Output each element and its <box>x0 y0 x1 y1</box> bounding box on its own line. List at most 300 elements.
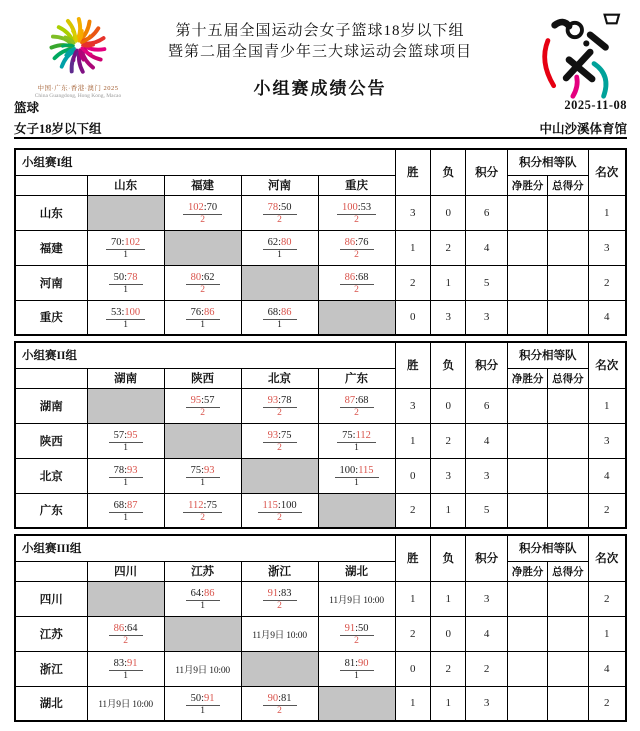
points-earned: 2 <box>277 601 282 611</box>
header <box>0 0 640 148</box>
score-left: 93 <box>267 429 279 441</box>
table-row <box>15 423 626 458</box>
table-row <box>15 388 626 423</box>
team-col-header: 北京 <box>241 368 318 388</box>
score-fraction <box>340 233 374 261</box>
points-earned: 1 <box>354 443 359 453</box>
score-left: 91 <box>344 622 356 634</box>
score-colon: : <box>121 236 125 248</box>
point-diff-value <box>507 581 547 616</box>
rank-value: 3 <box>588 423 626 458</box>
score-right: 112 <box>355 429 371 441</box>
loss-count: 0 <box>430 616 465 651</box>
basketball-player-icon <box>532 6 632 102</box>
score-fraction <box>109 619 143 647</box>
pinwheel-logo-icon <box>34 8 122 80</box>
points-earned: 2 <box>277 408 282 418</box>
match-schedule-cell: 11月9日 10:00 <box>241 616 318 651</box>
score-right: 91 <box>204 692 215 704</box>
score-line <box>263 237 297 250</box>
total-points-value <box>548 458 588 493</box>
score-left: 93 <box>267 394 279 406</box>
score-line <box>186 588 220 601</box>
score-cell <box>164 458 241 493</box>
score-right: 102 <box>124 236 141 248</box>
loss-count: 3 <box>430 458 465 493</box>
table-row <box>15 616 626 651</box>
group-label: 小组赛I组 <box>15 149 395 175</box>
points-total: 3 <box>466 686 508 721</box>
group-table <box>14 534 627 722</box>
point-diff-value <box>507 458 547 493</box>
rank-value: 1 <box>588 388 626 423</box>
sport-pictogram <box>532 6 632 102</box>
groups-container <box>14 148 627 722</box>
score-line <box>258 500 302 513</box>
point-diff-value <box>507 230 547 265</box>
match-schedule-cell: 11月9日 10:00 <box>87 686 164 721</box>
score-line <box>109 500 143 513</box>
win-count: 0 <box>395 651 430 686</box>
loss-count: 1 <box>430 686 465 721</box>
score-colon: : <box>277 499 281 511</box>
score-cell <box>318 458 395 493</box>
score-colon: : <box>278 306 282 318</box>
loss-count: 0 <box>430 195 465 230</box>
score-line <box>186 693 220 706</box>
score-fraction <box>109 268 143 296</box>
score-cell <box>87 651 164 686</box>
win-count: 3 <box>395 388 430 423</box>
score-right: 91 <box>127 657 138 669</box>
points-total: 3 <box>466 300 508 335</box>
team-row-header: 福建 <box>15 230 87 265</box>
score-colon: : <box>355 464 359 476</box>
score-right: 76 <box>358 236 369 248</box>
win-count: 3 <box>395 195 430 230</box>
loss-count: 2 <box>430 230 465 265</box>
self-cell <box>241 458 318 493</box>
loss-header: 负 <box>430 342 465 388</box>
total-points-value <box>548 651 588 686</box>
score-left: 78 <box>267 201 279 213</box>
team-col-header: 江苏 <box>164 561 241 581</box>
total-points-value <box>548 265 588 300</box>
score-right: 87 <box>127 499 138 511</box>
point-diff-header: 净胜分 <box>507 561 547 581</box>
header-divider <box>14 137 627 139</box>
self-cell <box>164 616 241 651</box>
score-fraction <box>186 268 220 296</box>
header-row <box>15 535 626 561</box>
win-count: 2 <box>395 265 430 300</box>
score-right: 68 <box>358 394 369 406</box>
points-total: 5 <box>466 493 508 528</box>
self-cell <box>87 388 164 423</box>
loss-count: 3 <box>430 300 465 335</box>
score-colon: : <box>201 394 205 406</box>
table-row <box>15 458 626 493</box>
score-colon: : <box>355 394 358 406</box>
subheader-row <box>15 175 626 195</box>
loss-count: 1 <box>430 581 465 616</box>
win-count: 2 <box>395 616 430 651</box>
team-col-header: 重庆 <box>318 175 395 195</box>
score-fraction <box>340 268 374 296</box>
score-cell <box>87 458 164 493</box>
points-earned: 2 <box>277 705 282 716</box>
match-schedule-cell: 11月9日 10:00 <box>318 581 395 616</box>
total-points-value <box>548 195 588 230</box>
score-left: 95 <box>190 394 202 406</box>
points-earned: 2 <box>354 285 359 295</box>
team-row-header: 浙江 <box>15 651 87 686</box>
score-line <box>340 658 374 671</box>
score-left: 86 <box>344 271 356 283</box>
score-fraction <box>183 496 222 524</box>
point-diff-value <box>507 195 547 230</box>
points-earned: 2 <box>200 285 205 295</box>
score-cell <box>241 300 318 335</box>
points-total: 6 <box>466 388 508 423</box>
points-earned: 2 <box>354 408 359 418</box>
score-line <box>337 202 376 215</box>
team-col-header: 四川 <box>87 561 164 581</box>
category-label: 女子18岁以下组 <box>14 122 102 136</box>
score-cell <box>241 423 318 458</box>
score-fraction <box>263 303 297 331</box>
team-row-header: 湖北 <box>15 686 87 721</box>
rank-header: 名次 <box>588 535 626 581</box>
point-diff-value <box>507 493 547 528</box>
score-right: 75 <box>206 499 217 511</box>
points-earned: 1 <box>123 671 128 681</box>
tiebreak-header: 积分相等队 <box>507 342 588 368</box>
score-line <box>263 430 297 443</box>
score-fraction <box>109 654 143 682</box>
venue-label: 中山沙溪体育馆 <box>539 122 627 136</box>
rank-header: 名次 <box>588 342 626 388</box>
score-right: 68 <box>358 271 369 283</box>
score-left: 50 <box>190 692 202 704</box>
score-left: 91 <box>267 587 279 599</box>
score-left: 112 <box>188 499 204 511</box>
total-points-value <box>548 493 588 528</box>
score-colon: : <box>124 271 128 283</box>
score-cell <box>164 388 241 423</box>
score-fraction <box>263 584 297 612</box>
score-line <box>337 430 376 443</box>
score-left: 87 <box>344 394 356 406</box>
score-line <box>340 395 374 408</box>
win-count: 0 <box>395 300 430 335</box>
score-colon: : <box>278 587 282 599</box>
score-fraction <box>340 654 374 682</box>
points-earned: 2 <box>354 215 359 225</box>
score-left: 102 <box>187 201 204 213</box>
total-points-value <box>548 581 588 616</box>
point-diff-value <box>507 423 547 458</box>
score-left: 100 <box>341 201 358 213</box>
score-line <box>186 307 220 320</box>
total-points-header: 总得分 <box>548 175 588 195</box>
rank-value: 1 <box>588 616 626 651</box>
score-right: 50 <box>281 201 292 213</box>
table-row <box>15 651 626 686</box>
loss-count: 1 <box>430 493 465 528</box>
score-cell <box>164 493 241 528</box>
score-line <box>340 237 374 250</box>
table-row <box>15 265 626 300</box>
score-left: 76 <box>190 306 202 318</box>
score-colon: : <box>203 201 207 213</box>
score-fraction <box>263 391 297 419</box>
rank-value: 2 <box>588 265 626 300</box>
score-cell <box>318 423 395 458</box>
score-right: 53 <box>360 201 372 213</box>
score-cell <box>87 616 164 651</box>
score-cell <box>318 265 395 300</box>
score-line <box>106 307 145 320</box>
team-col-header: 河南 <box>241 175 318 195</box>
date-label: 2025-11-08 <box>564 98 627 112</box>
score-fraction <box>335 461 379 489</box>
point-diff-header: 净胜分 <box>507 368 547 388</box>
corner-cell <box>15 175 87 195</box>
score-left: 86 <box>113 622 125 634</box>
score-left: 90 <box>267 692 279 704</box>
total-points-value <box>548 423 588 458</box>
score-colon: : <box>278 394 282 406</box>
logo-caption-en: China Guangdong, Hong Kong, Macao <box>34 92 122 99</box>
score-colon: : <box>201 587 205 599</box>
points-earned: 2 <box>200 408 205 418</box>
points-earned: 1 <box>123 285 128 295</box>
score-right: 115 <box>358 464 374 476</box>
points-earned: 1 <box>123 319 128 330</box>
score-cell <box>318 230 395 265</box>
score-fraction <box>263 689 297 717</box>
group-table <box>14 341 627 529</box>
points-earned: 1 <box>123 443 128 453</box>
score-right: 93 <box>127 464 138 476</box>
sport-label: 篮球 <box>14 101 40 115</box>
score-left: 115 <box>262 499 278 511</box>
score-line <box>263 588 297 601</box>
score-right: 86 <box>204 306 215 318</box>
points-total: 6 <box>466 195 508 230</box>
loss-count: 2 <box>430 651 465 686</box>
score-cell <box>87 265 164 300</box>
points-earned: 1 <box>123 512 128 523</box>
score-cell <box>241 388 318 423</box>
score-line <box>186 465 220 478</box>
score-right: 100 <box>280 499 297 511</box>
score-left: 70 <box>111 236 122 248</box>
points-total: 5 <box>466 265 508 300</box>
score-line <box>263 202 297 215</box>
score-cell <box>241 581 318 616</box>
header-row <box>15 149 626 175</box>
self-cell <box>241 265 318 300</box>
self-cell <box>318 686 395 721</box>
score-colon: : <box>201 306 205 318</box>
score-colon: : <box>201 464 205 476</box>
team-col-header: 湖南 <box>87 368 164 388</box>
rank-value: 4 <box>588 458 626 493</box>
score-cell <box>164 686 241 721</box>
score-colon: : <box>352 429 356 441</box>
score-line <box>109 430 143 443</box>
points-total: 4 <box>466 616 508 651</box>
score-right: 81 <box>281 692 292 704</box>
score-line <box>106 237 145 250</box>
score-fraction <box>109 496 143 524</box>
score-colon: : <box>357 201 361 213</box>
tiebreak-header: 积分相等队 <box>507 535 588 561</box>
team-row-header: 陕西 <box>15 423 87 458</box>
score-line <box>263 395 297 408</box>
score-cell <box>241 493 318 528</box>
score-left: 75 <box>190 464 202 476</box>
score-cell <box>241 195 318 230</box>
win-count: 1 <box>395 581 430 616</box>
total-points-header: 总得分 <box>548 561 588 581</box>
point-diff-value <box>507 300 547 335</box>
point-diff-value <box>507 616 547 651</box>
score-line <box>109 658 143 671</box>
table-row <box>15 195 626 230</box>
score-colon: : <box>124 429 128 441</box>
score-line <box>340 623 374 636</box>
score-right: 70 <box>206 201 218 213</box>
points-earned: 1 <box>277 319 282 330</box>
score-fraction <box>263 233 297 261</box>
rank-value: 2 <box>588 686 626 721</box>
score-colon: : <box>278 236 282 248</box>
score-fraction <box>109 461 143 489</box>
score-colon: : <box>121 306 125 318</box>
table-row <box>15 300 626 335</box>
score-left: 62 <box>267 236 279 248</box>
score-fraction <box>337 426 376 454</box>
score-colon: : <box>203 499 207 511</box>
rank-value: 2 <box>588 581 626 616</box>
score-fraction <box>263 426 297 454</box>
score-line <box>335 465 379 478</box>
score-right: 50 <box>358 622 369 634</box>
self-cell <box>241 651 318 686</box>
score-cell <box>164 581 241 616</box>
score-line <box>186 395 220 408</box>
win-count: 1 <box>395 423 430 458</box>
score-right: 80 <box>281 236 292 248</box>
point-diff-value <box>507 265 547 300</box>
score-fraction <box>340 619 374 647</box>
subtitle: 小组赛成绩公告 <box>253 79 387 98</box>
score-cell <box>87 493 164 528</box>
win-count: 2 <box>395 493 430 528</box>
win-count: 1 <box>395 230 430 265</box>
team-row-header: 四川 <box>15 581 87 616</box>
subheader-row <box>15 368 626 388</box>
team-row-header: 湖南 <box>15 388 87 423</box>
score-fraction <box>186 391 220 419</box>
header-row <box>15 342 626 368</box>
table-row <box>15 686 626 721</box>
score-left: 80 <box>190 271 202 283</box>
score-colon: : <box>124 657 128 669</box>
score-fraction <box>337 198 376 226</box>
logo-caption-cn: 中国·广东·香港·澳门 2025 <box>37 85 119 92</box>
match-schedule-cell: 11月9日 10:00 <box>164 651 241 686</box>
self-cell <box>318 300 395 335</box>
total-points-value <box>548 230 588 265</box>
score-right: 83 <box>281 587 292 599</box>
score-colon: : <box>124 622 128 634</box>
points-total: 4 <box>466 230 508 265</box>
team-col-header: 山东 <box>87 175 164 195</box>
score-cell <box>87 300 164 335</box>
score-fraction <box>258 496 302 524</box>
tiebreak-header: 积分相等队 <box>507 149 588 175</box>
score-right: 95 <box>127 429 138 441</box>
total-points-header: 总得分 <box>548 368 588 388</box>
point-diff-header: 净胜分 <box>507 175 547 195</box>
self-cell <box>87 581 164 616</box>
team-col-header: 广东 <box>318 368 395 388</box>
loss-count: 0 <box>430 388 465 423</box>
score-colon: : <box>355 271 358 283</box>
self-cell <box>164 423 241 458</box>
corner-cell <box>15 368 87 388</box>
win-header: 胜 <box>395 535 430 581</box>
loss-header: 负 <box>430 535 465 581</box>
score-right: 62 <box>204 271 215 283</box>
score-right: 75 <box>281 429 292 441</box>
score-fraction <box>106 233 145 261</box>
point-diff-value <box>507 686 547 721</box>
points-earned: 2 <box>277 512 282 523</box>
points-total: 3 <box>466 581 508 616</box>
points-earned: 1 <box>200 319 205 330</box>
score-line <box>109 465 143 478</box>
score-line <box>263 307 297 320</box>
rank-value: 1 <box>588 195 626 230</box>
score-cell <box>164 300 241 335</box>
score-colon: : <box>201 692 205 704</box>
total-points-value <box>548 616 588 651</box>
score-right: 78 <box>127 271 138 283</box>
points-earned: 2 <box>200 215 205 225</box>
group-table <box>14 148 627 336</box>
score-fraction <box>186 303 220 331</box>
score-right: 78 <box>281 394 292 406</box>
score-colon: : <box>355 236 358 248</box>
score-left: 100 <box>339 464 356 476</box>
points-earned: 1 <box>354 478 359 488</box>
score-left: 68 <box>267 306 279 318</box>
score-fraction <box>109 426 143 454</box>
team-row-header: 河南 <box>15 265 87 300</box>
loss-count: 1 <box>430 265 465 300</box>
win-count: 0 <box>395 458 430 493</box>
score-left: 81 <box>344 657 356 669</box>
points-earned: 2 <box>277 443 282 453</box>
score-right: 57 <box>204 394 215 406</box>
score-fraction <box>186 584 220 612</box>
team-col-header: 陕西 <box>164 368 241 388</box>
